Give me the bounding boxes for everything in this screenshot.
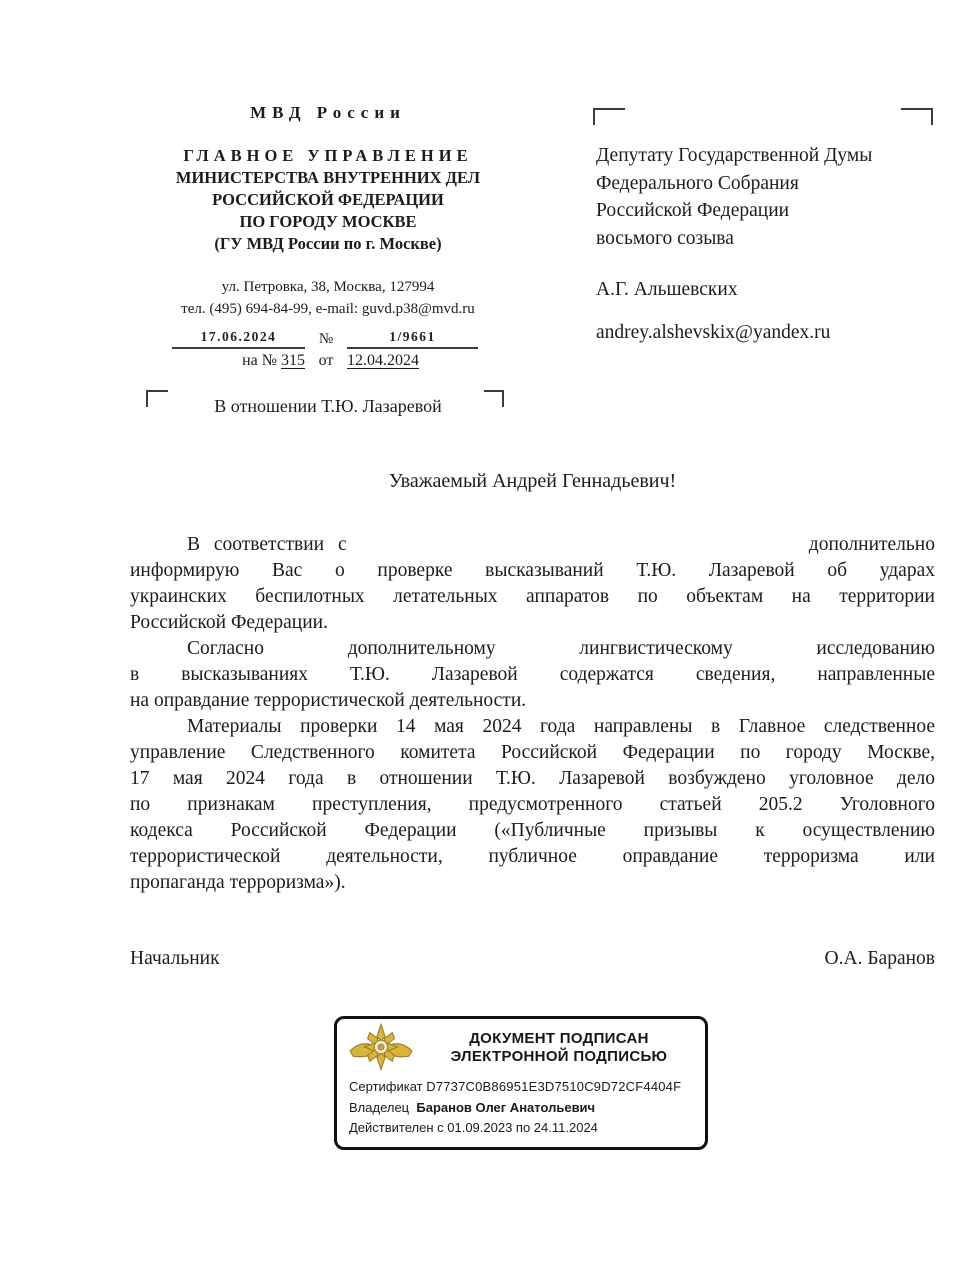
paragraph-3: [130, 714, 935, 896]
stamp-title-line1: ДОКУМЕНТ ПОДПИСАН: [469, 1029, 649, 1047]
signer-position: Начальник: [130, 948, 220, 969]
stamp-header: [337, 1019, 705, 1073]
owner-line: [349, 1098, 695, 1119]
text-line: Согласно дополнительному лингвистическому исследованию: [187, 638, 935, 659]
text-line: по признакам преступления, предусмотренного статьей 205.2 Уголовного: [130, 794, 935, 815]
stamp-title-line2: ЭЛЕКТРОННОЙ ПОДПИСЬЮ: [450, 1048, 668, 1065]
text-line: (ГУ МВД России по г. Москве): [214, 234, 442, 253]
number-sign: №: [318, 331, 334, 347]
text-line: Депутату Государственной Думы: [596, 145, 873, 166]
text-line: Российской Федерации.: [130, 612, 328, 633]
owner-label: Владелец: [349, 1099, 410, 1115]
stamp-title: [421, 1030, 697, 1067]
sender-letterhead: [118, 103, 538, 370]
registration-row-incoming: [172, 352, 478, 370]
text-line: украинских беспилотных летательных аппаратов по объектам на территории: [130, 586, 935, 607]
sender-address: ул. Петровка, 38, Москва, 127994: [221, 279, 435, 295]
text-line: в высказываниях Т.Ю. Лазаревой содержатся сведения, направленные: [130, 664, 935, 685]
certificate-label: Сертификат: [349, 1079, 423, 1094]
incoming-date: 12.04.2024: [347, 352, 419, 369]
certificate-line: [349, 1077, 695, 1098]
paragraph-1: [130, 532, 935, 636]
digital-signature-stamp: [334, 1016, 708, 1150]
registration-block: [172, 329, 478, 370]
incoming-number: 315: [281, 352, 305, 369]
text-line: РОССИЙСКОЙ ФЕДЕРАЦИИ: [212, 190, 444, 209]
corner-mark-recipient-left: [593, 108, 625, 125]
org-name-short: МВД России: [250, 103, 406, 122]
recipient-block: [596, 142, 941, 346]
validity-line: Действителен с 01.09.2023 по 24.11.2024: [349, 1120, 598, 1135]
text-line: 17 мая 2024 года в отношении Т.Ю. Лазаревой возбуждено уголовное дело: [130, 768, 935, 789]
registration-row-outgoing: [172, 329, 478, 349]
recipient-name: А.Г. Альшевских: [596, 279, 738, 300]
subject-line: В отношении Т.Ю. Лазаревой: [214, 396, 442, 416]
text-line: кодекса Российской Федерации («Публичные призывы к осуществлению: [130, 820, 935, 841]
text-line: МИНИСТЕРСТВА ВНУТРЕННИХ ДЕЛ: [175, 168, 481, 187]
text-line: информирую Вас о проверке высказываний Т.Ю. Лазаревой об ударах: [130, 560, 935, 581]
certificate-value: D7737C0B86951E3D7510C9D72CF4404F: [426, 1079, 682, 1094]
mvd-emblem-icon: [347, 1023, 415, 1073]
salutation: Уважаемый Андрей Геннадьевич!: [388, 470, 677, 492]
signer-name: О.А. Баранов: [824, 948, 935, 969]
text-line: ГЛАВНОЕ УПРАВЛЕНИЕ: [183, 146, 473, 165]
text-line: Российской Федерации: [596, 200, 790, 221]
paragraph-1-first-right: дополнительно: [808, 534, 935, 555]
text-line: управление Следственного комитета Российской Федерации по городу Москве,: [130, 742, 935, 763]
text-line: Материалы проверки 14 мая 2024 года направлены в Главное следственное: [187, 716, 935, 737]
outgoing-number: 1/9661: [347, 329, 478, 349]
incoming-ref: [172, 352, 305, 370]
stamp-info: [337, 1073, 705, 1147]
sender-phone-email: тел. (495) 694-84-99, e-mail: guvd.p38@mvd.ru: [181, 301, 475, 317]
paragraph-2-lines: [130, 636, 935, 714]
text-line: на оправдание террористической деятельности.: [130, 690, 527, 711]
letter-body: [130, 532, 935, 896]
org-name-full: [118, 145, 538, 255]
sender-contacts: [118, 276, 538, 320]
text-line: восьмого созыва: [596, 227, 734, 249]
text-line: ПО ГОРОДУ МОСКВЕ: [239, 212, 417, 231]
text-line: Федерального Собрания: [596, 172, 799, 194]
incoming-from-label: от: [318, 352, 334, 369]
incoming-ref-prefix: на №: [242, 352, 277, 369]
signature-row: [130, 948, 935, 970]
outgoing-date: 17.06.2024: [172, 329, 305, 349]
paragraph-1-first-left: В соответствии с: [187, 534, 347, 555]
incoming-date-cell: [347, 352, 478, 370]
text-line: террористической деятельности, публичное оправдание терроризма или: [130, 846, 935, 867]
paragraph-3-lines: [130, 714, 935, 896]
text-line: пропаганда терроризма»).: [130, 872, 346, 893]
paragraph-1-rest: [130, 558, 935, 636]
corner-mark-recipient-right: [901, 108, 933, 125]
owner-value: Баранов Олег Анатольевич: [416, 1099, 596, 1115]
paragraph-1-first-line: [130, 532, 935, 558]
recipient-title: [596, 142, 941, 252]
paragraph-2: [130, 636, 935, 714]
recipient-email: andrey.alshevskix@yandex.ru: [596, 322, 831, 343]
